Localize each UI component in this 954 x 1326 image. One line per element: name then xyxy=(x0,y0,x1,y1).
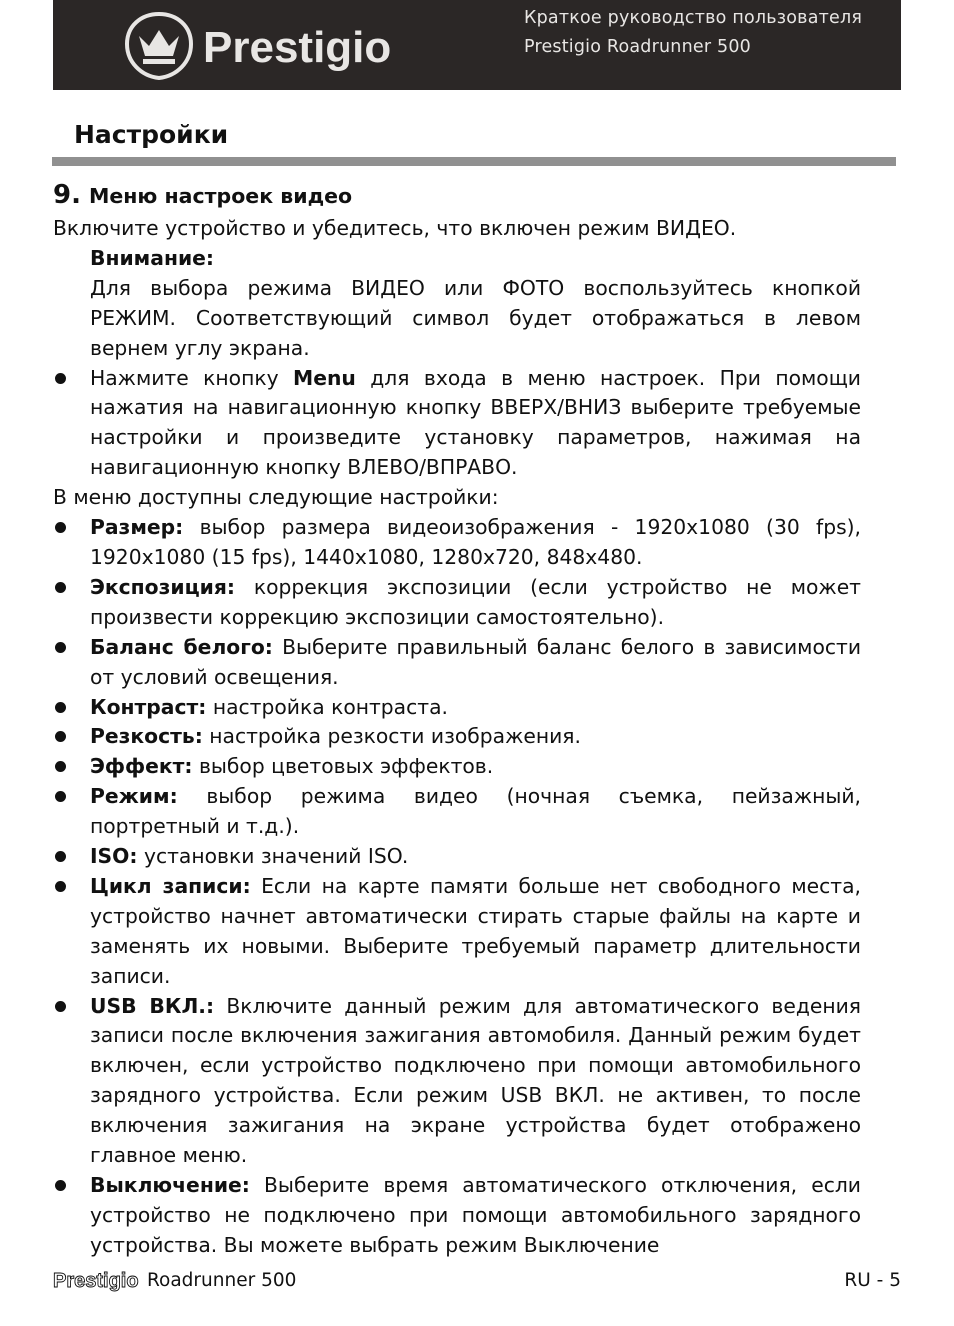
item-label: Цикл записи: xyxy=(90,873,251,898)
item-label: Баланс белого: xyxy=(90,634,273,659)
item-text: выбор режима видео (ночная съемка, пейзажный, портретный и т.д.). xyxy=(90,784,861,839)
item-text: выбор размера видеоизображения - 1920x1080 (30 fps), 1920x1080 (15 fps), 1440x1080, 1280x720, 848x480. xyxy=(90,515,861,569)
settings-item-effect xyxy=(53,752,861,782)
section-divider xyxy=(52,157,896,166)
section-title: Настройки xyxy=(74,120,229,149)
item-label: Контраст: xyxy=(90,694,207,719)
prestigio-logo xyxy=(123,10,433,82)
settings-item-sharpness xyxy=(53,722,861,752)
footer-model: Roadrunner 500 xyxy=(147,1270,297,1291)
page-footer xyxy=(53,1266,901,1296)
item-label: ISO: xyxy=(90,844,138,869)
item-text: настройка контраста. xyxy=(206,694,448,719)
note-title: Внимание: xyxy=(90,245,215,270)
settings-item-usb-on xyxy=(53,992,861,1171)
item-label: Выключение: xyxy=(90,1173,250,1197)
settings-item-exposure xyxy=(53,573,861,633)
item-text: Выберите правильный баланс белого в зависимости от условий освещения. xyxy=(90,634,861,689)
note-text: Для выбора режима ВИДЕО или ФОТО воспользуйтесь кнопкой РЕЖИМ. Соответствующий символ будет отображаться в левом вернем углу экрана. xyxy=(90,275,861,360)
item-text: Если на карте памяти больше нет свободного места, устройство начнет автоматически стирать старые файлы на карте и заменять их новыми. Выберите требуемый параметр длительности записи. xyxy=(90,873,861,988)
page-number: RU - 5 xyxy=(844,1270,901,1291)
guide-title: Краткое руководство пользователя xyxy=(524,8,863,28)
item-text: Включите данный режим для автоматического ведения записи после включения зажигания автомобиля. Данный режим будет включен, если устройство подключено при помощи автомобильного зарядного устройства. Если режим USB ВКЛ. не активен, то после включения зажигания на экране устройства будет отображено главное меню. xyxy=(90,993,861,1168)
settings-item-loop-recording xyxy=(53,872,861,992)
menu-step-item xyxy=(53,364,861,484)
svg-text:Prestigio: Prestigio xyxy=(53,1270,139,1292)
settings-item-mode xyxy=(53,782,861,842)
subsection-heading xyxy=(53,178,861,213)
item-text: коррекция экспозиции (если устройство не может произвести коррекцию экспозиции самостоятельно). xyxy=(90,574,861,629)
menu-step-after: для входа в меню настроек. При помощи нажатия на навигационную кнопку ВВЕРХ/ВНИЗ выберите требуемые настройки и произведите установку параметров, нажимая на навигационную кнопку ВЛЕВО/ВПРАВО. xyxy=(90,365,861,480)
settings-item-white-balance xyxy=(53,633,861,693)
model-name: Prestigio Roadrunner 500 xyxy=(524,37,752,57)
item-text: установки значений ISO. xyxy=(137,844,409,869)
svg-text:Prestigio: Prestigio xyxy=(203,23,392,72)
menu-step-bold: Menu xyxy=(293,365,356,390)
page-body xyxy=(53,178,861,1261)
footer-logo xyxy=(53,1266,143,1294)
item-label: Размер: xyxy=(90,515,184,540)
item-label: Резкость: xyxy=(90,724,203,749)
item-label: Режим: xyxy=(90,784,178,809)
item-text: Выберите время автоматического отключения, если устройство не подключено при помощи автомобильного зарядного устройства. Вы можете выбрать режим Выключение xyxy=(90,1173,861,1257)
settings-item-iso xyxy=(53,842,861,872)
header-text xyxy=(524,4,862,62)
item-text: настройка резкости изображения. xyxy=(202,724,581,749)
item-text: выбор цветовых эффектов. xyxy=(192,754,494,779)
page-header xyxy=(53,0,901,90)
menu-step-before: Нажмите кнопку xyxy=(90,365,294,390)
heading-number: 9. xyxy=(53,180,81,210)
item-label: Экспозиция: xyxy=(90,574,235,599)
intro-paragraph: Включите устройство и убедитесь, что включен режим ВИДЕО. xyxy=(53,216,737,240)
item-label: USB ВКЛ.: xyxy=(90,993,215,1018)
heading-title: Меню настроек видео xyxy=(88,184,353,208)
crest-icon xyxy=(127,14,191,78)
settings-item-contrast xyxy=(53,693,861,723)
list-intro: В меню доступны следующие настройки: xyxy=(53,485,499,510)
settings-item-size xyxy=(53,513,861,573)
settings-item-power-off xyxy=(53,1171,861,1261)
item-label: Эффект: xyxy=(90,754,193,779)
